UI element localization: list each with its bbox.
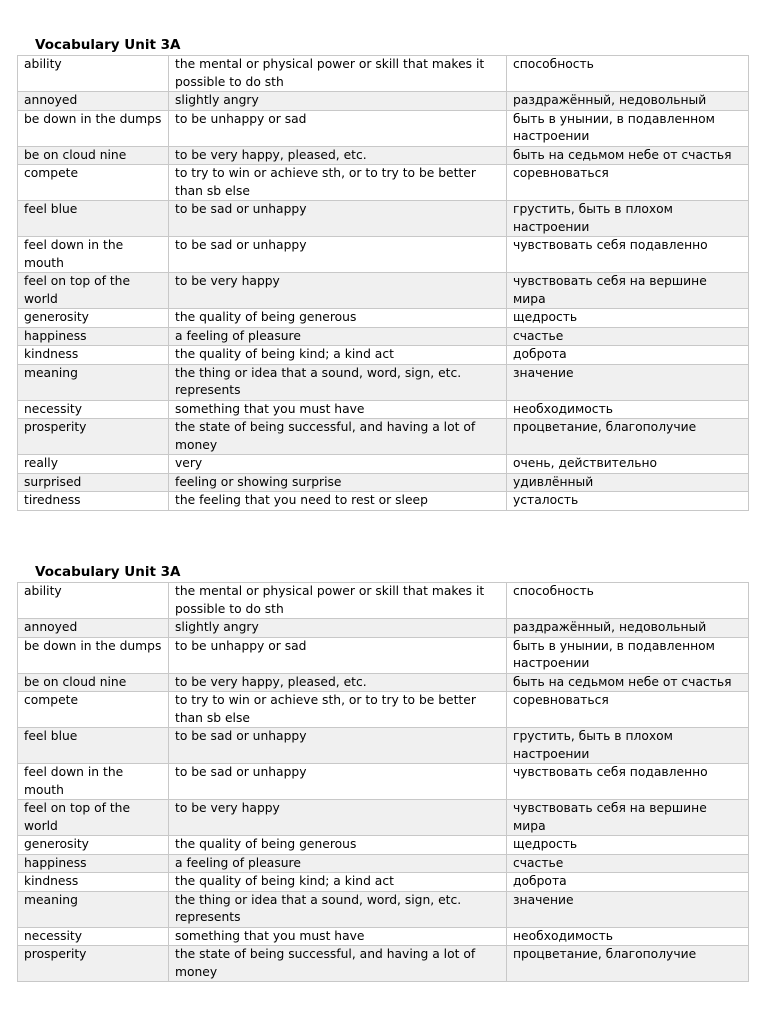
word-cell: feel on top of the world [18,800,169,836]
sheet-title: Vocabulary Unit 3A [35,564,181,580]
table-row [18,946,749,982]
word-cell: feel down in the mouth [18,764,169,800]
definition-cell: to be very happy, pleased, etc. [169,673,507,692]
translation-cell: удивлённый [507,473,749,492]
translation-cell: быть на седьмом небе от счастья [507,673,749,692]
translation-cell: щедрость [507,309,749,328]
table-row [18,728,749,764]
translation-cell: раздражённый, недовольный [507,619,749,638]
translation-cell: соревноваться [507,692,749,728]
definition-cell: slightly angry [169,92,507,111]
translation-cell: процветание, благополучие [507,419,749,455]
table-row [18,927,749,946]
table-row [18,692,749,728]
translation-cell: доброта [507,873,749,892]
definition-cell: to be very happy, pleased, etc. [169,146,507,165]
table-row [18,201,749,237]
translation-cell: очень, действительно [507,455,749,474]
word-cell: compete [18,165,169,201]
definition-cell: the quality of being generous [169,309,507,328]
word-cell: prosperity [18,946,169,982]
table-row [18,110,749,146]
table-row [18,400,749,419]
definition-cell: the feeling that you need to rest or sleep [169,492,507,511]
table-row [18,237,749,273]
table-row [18,273,749,309]
definition-cell: the mental or physical power or skill that makes it possible to do sth [169,583,507,619]
word-cell: ability [18,583,169,619]
definition-cell: to be sad or unhappy [169,764,507,800]
definition-cell: to be sad or unhappy [169,237,507,273]
definition-cell: something that you must have [169,927,507,946]
word-cell: happiness [18,854,169,873]
word-cell: feel blue [18,728,169,764]
translation-cell: соревноваться [507,165,749,201]
translation-cell: доброта [507,346,749,365]
table-row [18,583,749,619]
translation-cell: процветание, благополучие [507,946,749,982]
table-row [18,637,749,673]
word-cell: kindness [18,346,169,365]
translation-cell: чувствовать себя на вершине мира [507,273,749,309]
word-cell: necessity [18,927,169,946]
table-row [18,56,749,92]
table-row [18,309,749,328]
definition-cell: the mental or physical power or skill that makes it possible to do sth [169,56,507,92]
word-cell: tiredness [18,492,169,511]
table-row [18,800,749,836]
translation-cell: раздражённый, недовольный [507,92,749,111]
word-cell: really [18,455,169,474]
word-cell: surprised [18,473,169,492]
word-cell: ability [18,56,169,92]
table-row [18,619,749,638]
word-cell: generosity [18,309,169,328]
translation-cell: чувствовать себя подавленно [507,764,749,800]
translation-cell: быть в унынии, в подавленном настроении [507,637,749,673]
definition-cell: slightly angry [169,619,507,638]
translation-cell: счастье [507,854,749,873]
word-cell: meaning [18,364,169,400]
definition-cell: to be very happy [169,273,507,309]
word-cell: be on cloud nine [18,146,169,165]
table-row [18,492,749,511]
definition-cell: to be sad or unhappy [169,201,507,237]
translation-cell: способность [507,583,749,619]
definition-cell: the quality of being kind; a kind act [169,873,507,892]
translation-cell: способность [507,56,749,92]
word-cell: annoyed [18,92,169,111]
sheet-title: Vocabulary Unit 3A [35,37,181,53]
definition-cell: the thing or idea that a sound, word, sign, etc. represents [169,364,507,400]
table-row [18,891,749,927]
table-row [18,346,749,365]
word-cell: prosperity [18,419,169,455]
table-row [18,419,749,455]
definition-cell: very [169,455,507,474]
word-cell: happiness [18,327,169,346]
definition-cell: something that you must have [169,400,507,419]
translation-cell: чувствовать себя подавленно [507,237,749,273]
word-cell: generosity [18,836,169,855]
translation-cell: усталость [507,492,749,511]
vocabulary-sheet [17,563,748,982]
table-row [18,854,749,873]
translation-cell: быть в унынии, в подавленном настроении [507,110,749,146]
table-row [18,146,749,165]
translation-cell: щедрость [507,836,749,855]
table-row [18,327,749,346]
word-cell: kindness [18,873,169,892]
definition-cell: to be sad or unhappy [169,728,507,764]
translation-cell: необходимость [507,400,749,419]
definition-cell: to try to win or achieve sth, or to try to be better than sb else [169,692,507,728]
word-cell: meaning [18,891,169,927]
translation-cell: грустить, быть в плохом настроении [507,728,749,764]
definition-cell: the state of being successful, and having a lot of money [169,946,507,982]
definition-cell: a feeling of pleasure [169,327,507,346]
definition-cell: to be very happy [169,800,507,836]
vocabulary-sheet [17,36,748,511]
definition-cell: to be unhappy or sad [169,637,507,673]
word-cell: be on cloud nine [18,673,169,692]
definition-cell: the quality of being kind; a kind act [169,346,507,365]
translation-cell: грустить, быть в плохом настроении [507,201,749,237]
table-row [18,364,749,400]
definition-cell: to try to win or achieve sth, or to try to be better than sb else [169,165,507,201]
word-cell: feel down in the mouth [18,237,169,273]
table-row [18,673,749,692]
word-cell: feel blue [18,201,169,237]
word-cell: be down in the dumps [18,110,169,146]
translation-cell: чувствовать себя на вершине мира [507,800,749,836]
definition-cell: the thing or idea that a sound, word, sign, etc. represents [169,891,507,927]
table-row [18,92,749,111]
definition-cell: a feeling of pleasure [169,854,507,873]
word-cell: annoyed [18,619,169,638]
table-row [18,836,749,855]
translation-cell: счастье [507,327,749,346]
word-cell: compete [18,692,169,728]
definition-cell: feeling or showing surprise [169,473,507,492]
definition-cell: the state of being successful, and having a lot of money [169,419,507,455]
word-cell: feel on top of the world [18,273,169,309]
table-row [18,473,749,492]
word-cell: be down in the dumps [18,637,169,673]
table-row [18,764,749,800]
vocabulary-table [17,55,749,511]
translation-cell: значение [507,891,749,927]
definition-cell: to be unhappy or sad [169,110,507,146]
table-row [18,165,749,201]
translation-cell: быть на седьмом небе от счастья [507,146,749,165]
vocabulary-table [17,582,749,982]
table-row [18,455,749,474]
translation-cell: необходимость [507,927,749,946]
translation-cell: значение [507,364,749,400]
definition-cell: the quality of being generous [169,836,507,855]
word-cell: necessity [18,400,169,419]
table-row [18,873,749,892]
